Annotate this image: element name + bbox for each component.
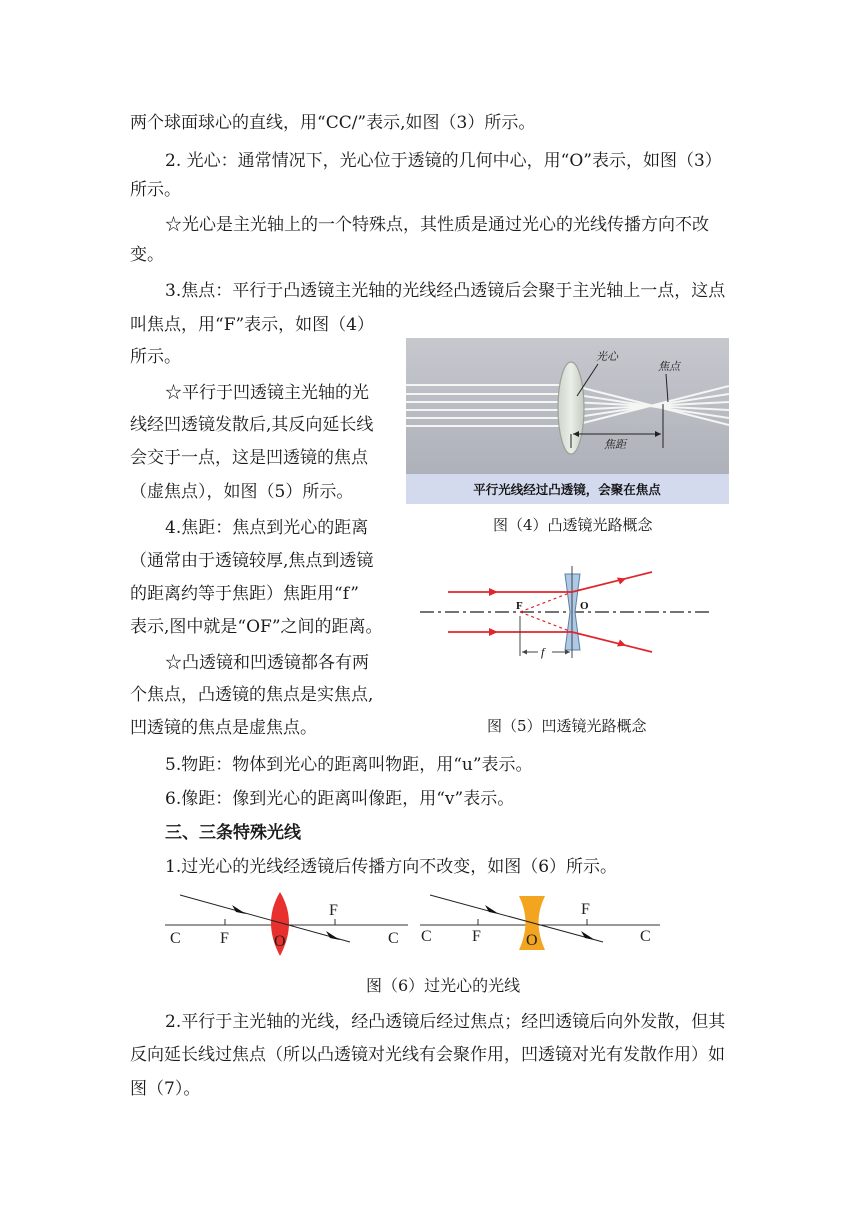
label-F: F (329, 902, 338, 919)
paragraph-line: （通常由于透镜较厚,焦点到透镜 (130, 551, 374, 571)
paragraph-line: 1.过光心的光线经透镜后传播方向不改变，如图（6）所示。 (165, 857, 618, 877)
label-focal-length: 焦距 (604, 439, 626, 451)
figure-4-convex-lens-photo (406, 338, 729, 504)
label-f: f (541, 645, 545, 659)
paragraph-line: 3.焦点：平行于凸透镜主光轴的光线经凸透镜后会聚于主光轴上一点，这点 (165, 281, 726, 301)
paragraph-line: ☆光心是主光轴上的一个特殊点，其性质是通过光心的光线传播方向不改 (165, 215, 709, 235)
figure-6-svg (160, 890, 670, 960)
label-F: F (516, 600, 523, 612)
paragraph-line: 个焦点，凸透镜的焦点是实焦点, (130, 685, 374, 705)
section-heading: 三、三条特殊光线 (165, 823, 301, 843)
paragraph-line: 4.焦距：焦点到光心的距离 (165, 518, 369, 538)
paragraph-line: 所示。 (130, 180, 181, 200)
paragraph-line: 6.像距：像到光心的距离叫像距，用“v”表示。 (165, 789, 515, 809)
banner-text: 平行光线经过凸透镜，会聚在焦点 (473, 482, 661, 497)
label-F: F (220, 930, 229, 947)
paragraph-line: 2. 光心：通常情况下，光心位于透镜的几何中心，用“O”表示，如图（3） (165, 151, 722, 171)
label-C: C (640, 928, 651, 945)
figure-5-svg (420, 560, 710, 670)
paragraph-line: 2.平行于主光轴的光线，经凸透镜后经过焦点；经凹透镜后向外发散，但其 (165, 1012, 726, 1032)
paragraph-line: 所示。 (130, 347, 181, 367)
paragraph-line: 反向延长线过焦点（所以凸透镜对光线有会聚作用，凹透镜对光有发散作用）如 (130, 1045, 725, 1065)
paragraph-line: （虚焦点），如图（5）所示。 (130, 482, 354, 502)
label-F: F (581, 901, 590, 918)
label-optical-center: 光心 (596, 351, 618, 363)
figure-6-ray-diagram (160, 890, 670, 960)
figure-5-caption: 图（5）凹透镜光路概念 (487, 717, 647, 735)
label-O: O (580, 600, 589, 612)
paragraph-line: 的距离约等于焦距）焦距用“f” (130, 584, 359, 604)
paragraph-line: ☆平行于凹透镜主光轴的光 (165, 383, 369, 403)
paragraph-line: 图（7）。 (130, 1079, 201, 1099)
label-C: C (170, 930, 181, 947)
figure-5-concave-lens-diagram (420, 560, 710, 670)
paragraph-line: 5.物距：物体到光心的距离叫物距，用“u”表示。 (165, 755, 533, 775)
label-F: F (472, 928, 481, 945)
label-C: C (388, 930, 399, 947)
paragraph-line: ☆凸透镜和凹透镜都各有两 (165, 653, 369, 673)
paragraph-line: 会交于一点，这是凹透镜的焦点 (130, 448, 368, 468)
label-O: O (526, 932, 538, 949)
paragraph-line: 凹透镜的焦点是虚焦点。 (130, 718, 317, 738)
label-C: C (421, 928, 432, 945)
label-focus: 焦点 (658, 361, 680, 373)
paragraph-line: 线经凹透镜发散后,其反向延长线 (130, 415, 374, 435)
figure-6-caption: 图（6）过光心的光线 (366, 976, 521, 995)
figure-4-svg (406, 338, 729, 504)
paragraph-line: 变。 (130, 245, 164, 265)
paragraph-line: 两个球面球心的直线，用“CC/”表示,如图（3）所示。 (130, 113, 536, 133)
ray-arrows-right (485, 905, 595, 940)
figure-4-caption: 图（4）凸透镜光路概念 (493, 516, 653, 534)
paragraph-line: 表示,图中就是“OF”之间的距离。 (130, 617, 383, 637)
label-O: O (274, 933, 286, 950)
paragraph-line: 叫焦点，用“F”表示，如图（4） (130, 315, 374, 335)
